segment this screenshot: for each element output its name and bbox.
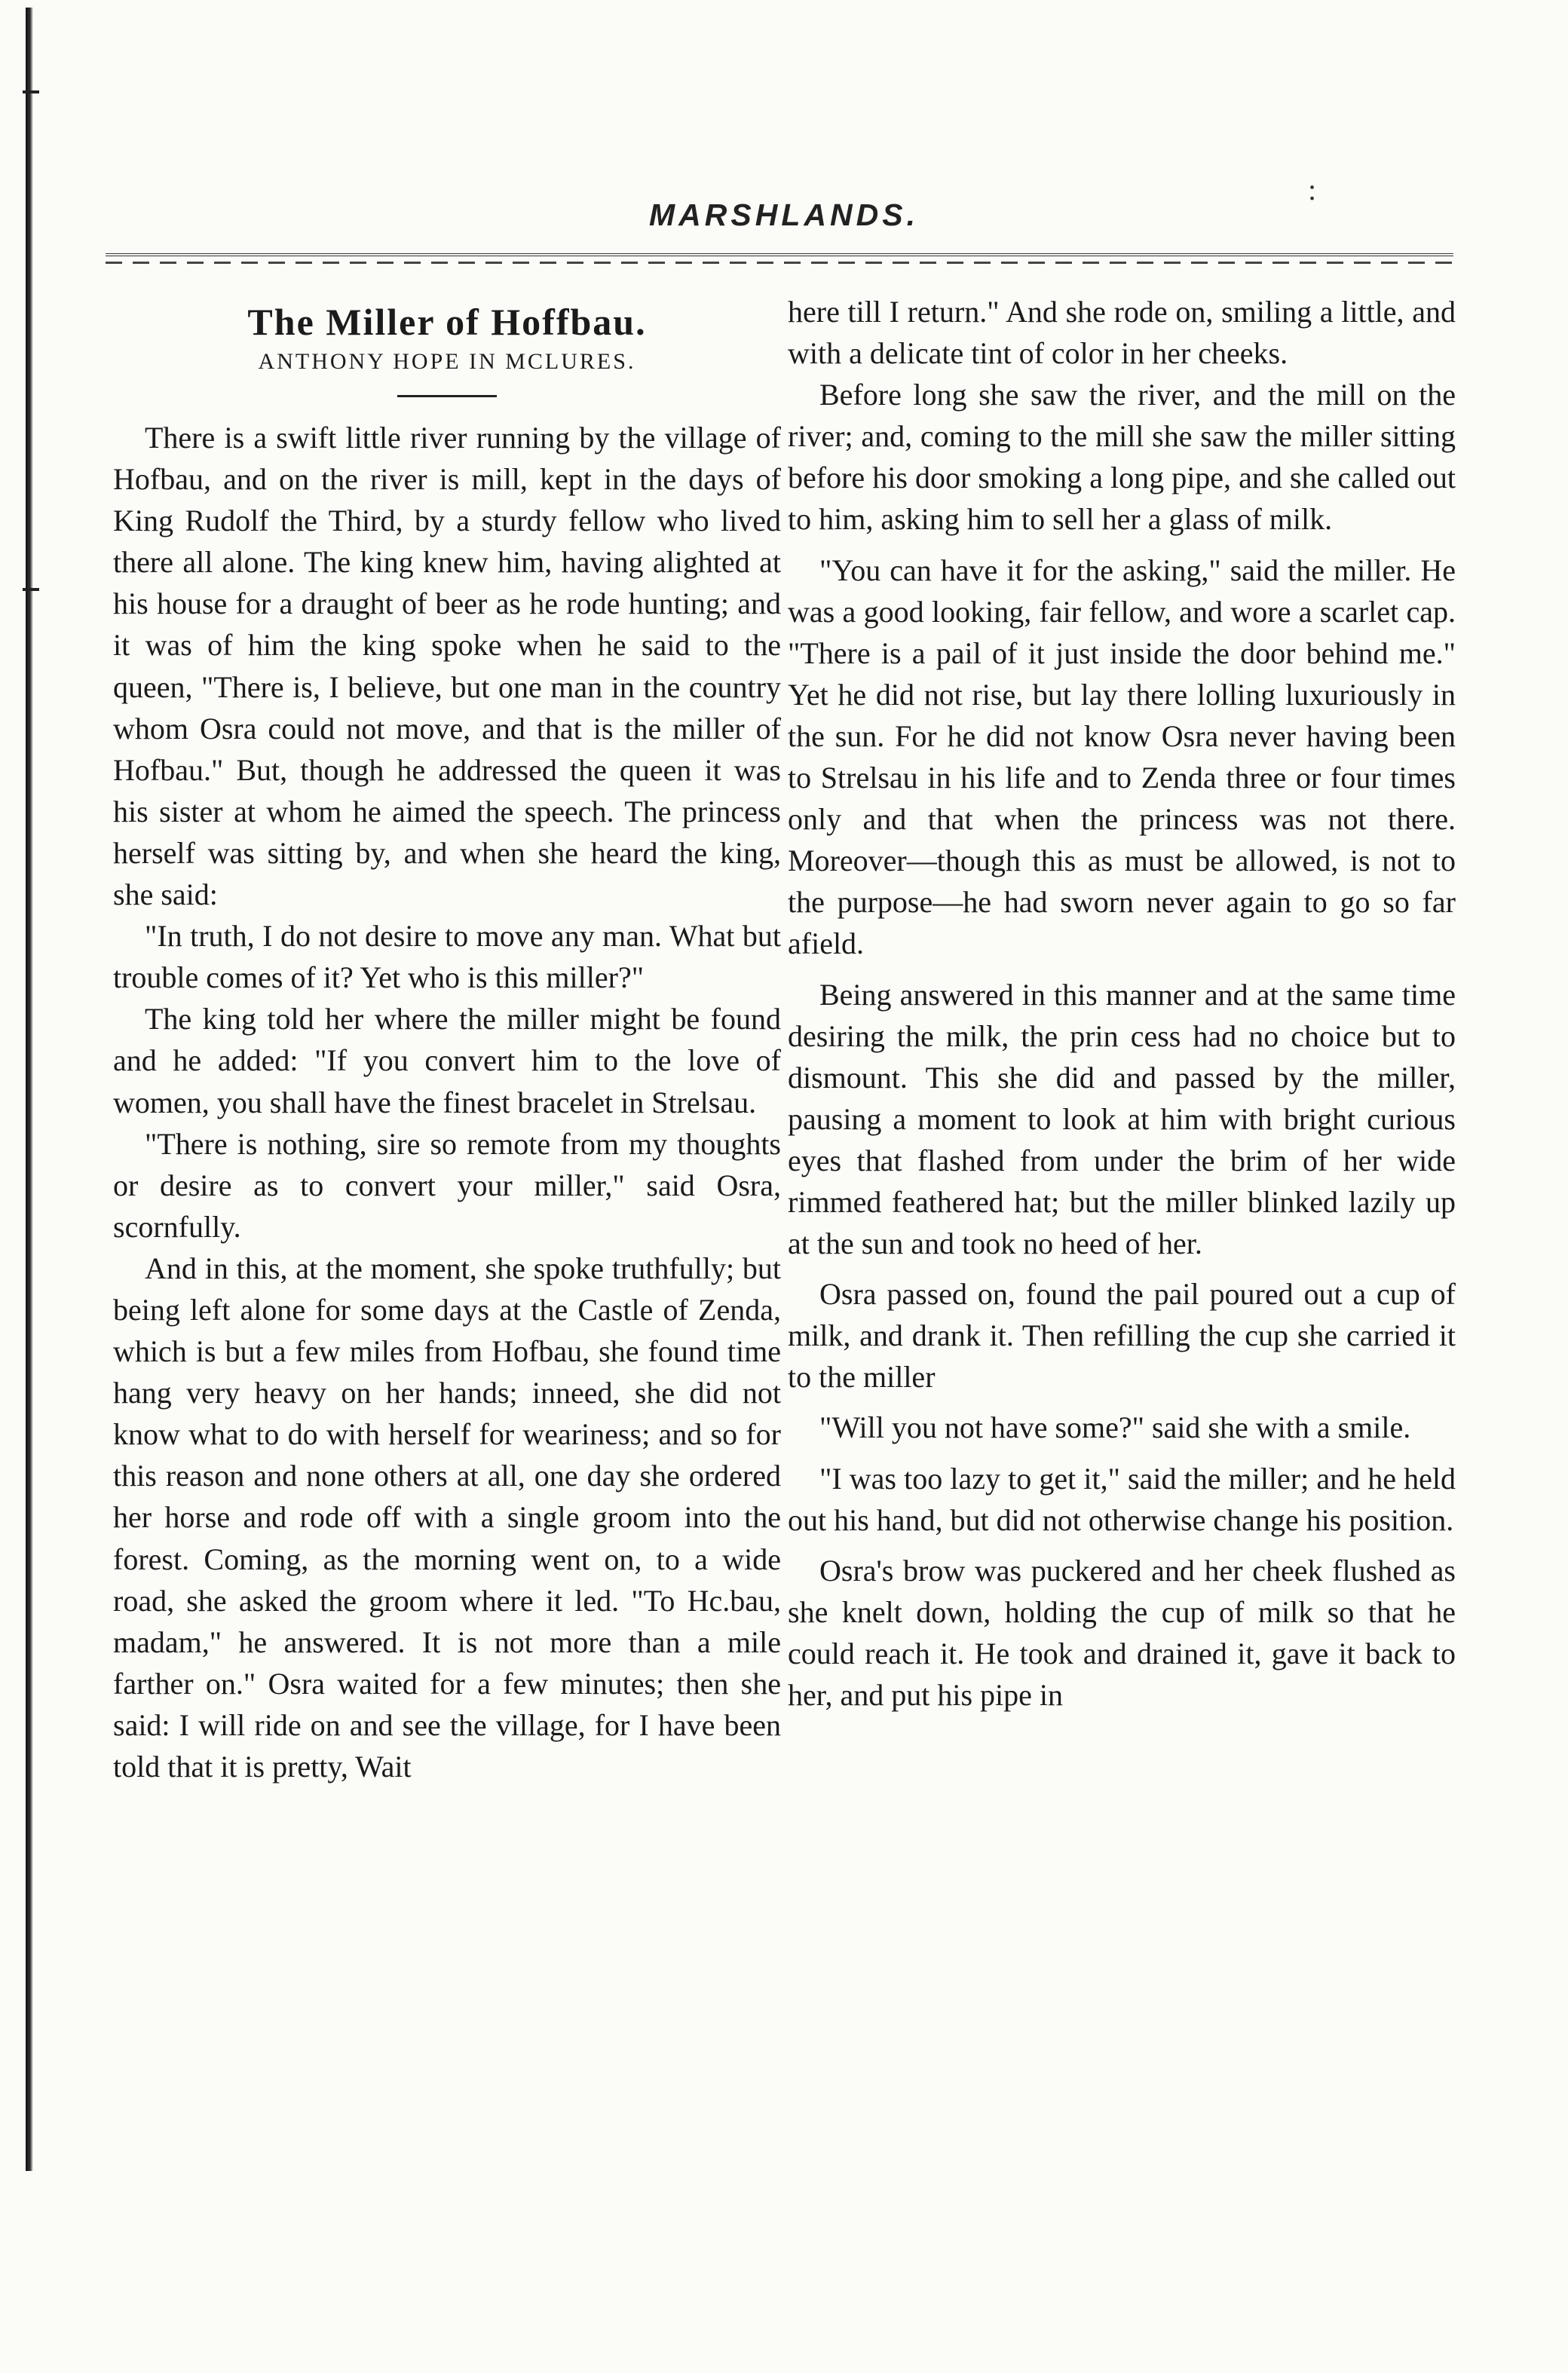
paragraph: "In truth, I do not desire to move any man. What but trouble comes of it? Yet who is this miller?" [113,919,781,995]
paragraph: There is a swift little river running by the village of Hofbau, and on the river is mill, kept in the days of King Rudolf the Third, by a sturdy fellow who lived there all alone. The king knew him, having alighted at his house for a draught of beer as he rode hunting; and it was of him the king spoke when he said to the queen, "There is, I believe, but one man in the country whom Osra could not move, and that is the miller of Hofbau." But, though he addressed the queen it was his sister at whom he aimed the speech. The princess herself was sitting by, and when she heard the king, she said: [113,421,781,912]
paragraph: "Will you not have some?" said she with a smile. [819,1410,1411,1445]
page-binding-edge [26,8,33,2171]
paragraph: here till I return." And she rode on, smiling a little, and with a delicate tint of color in her cheeks. [788,295,1456,371]
binding-mark [23,588,39,591]
page-header: MARSHLANDS. [649,197,919,232]
title-divider [397,395,497,397]
left-column [113,291,781,1787]
paragraph: Osra passed on, found the pail poured out a cup of milk, and drank it. Then refilling the cup she carried it to the miller [788,1277,1456,1395]
article-title: The Miller of Hoffbau. [247,301,647,343]
paragraph: And in this, at the moment, she spoke truthfully; but being left alone for some days at the Castle of Zenda, which is but a few miles from Hofbau, she found time hang very heavy on her hands; inneed, she did not know what to do with herself for weariness; and so for this reason and none others at all, one day she ordered her horse and rode off with a single groom into the forest. Coming, as the morning went on, to a wide road, she asked the groom where it led. "To Hc.bau, madam," he answered. It is not more than a mile farther on." Osra waited for a few minutes; then she said: I will ride on and see the village, for I have been told that it is pretty, Wait [113,1251,781,1784]
binding-mark [23,90,39,93]
print-speck: : [1308,173,1317,207]
right-column [788,291,1456,1716]
paragraph: "There is nothing, sire so remote from my thoughts or desire as to convert your miller," said Osra, scornfully. [113,1126,781,1244]
header-rule [106,253,1453,267]
paragraph: The king told her where the miller might be found and he added: "If you convert him to the love of women, you shall have the finest bracelet in Strelsau. [113,1002,781,1119]
paragraph: "I was too lazy to get it," said the miller; and he held out his hand, but did not otherwise change his position. [788,1461,1456,1537]
paragraph: Osra's brow was puckered and her cheek flushed as she knelt down, holding the cup of milk so that he could reach it. He took and drained it, gave it back to her, and put his pipe in [788,1553,1456,1712]
paragraph: Before long she saw the river, and the mill on the river; and, coming to the mill she saw the miller sitting before his door smoking a long pipe, and she called out to him, asking him to sell her a glass of milk. [788,378,1456,537]
paragraph: "You can have it for the asking," said the miller. He was a good looking, fair fellow, and wore a scarlet cap. "There is a pail of it just inside the door behind me." Yet he did not rise, but lay there lolling luxuriously in the sun. For he did not know Osra never having been to Strelsau in his life and to Zenda three or four times only and that when the princess was not there. Moreover—though this as must be allowed, is not to the purpose—he had sworn never again to go so far afield. [788,553,1456,961]
paragraph: Being answered in this manner and at the same time desiring the milk, the prin cess had no choice but to dismount. This she did and passed by the miller, pausing a moment to look at him with bright curious eyes that flashed from under the brim of her wide rimmed feathered hat; but the miller blinked lazily up at the sun and took no heed of her. [788,977,1456,1261]
article-byline: ANTHONY HOPE IN MCLURES. [258,349,636,374]
